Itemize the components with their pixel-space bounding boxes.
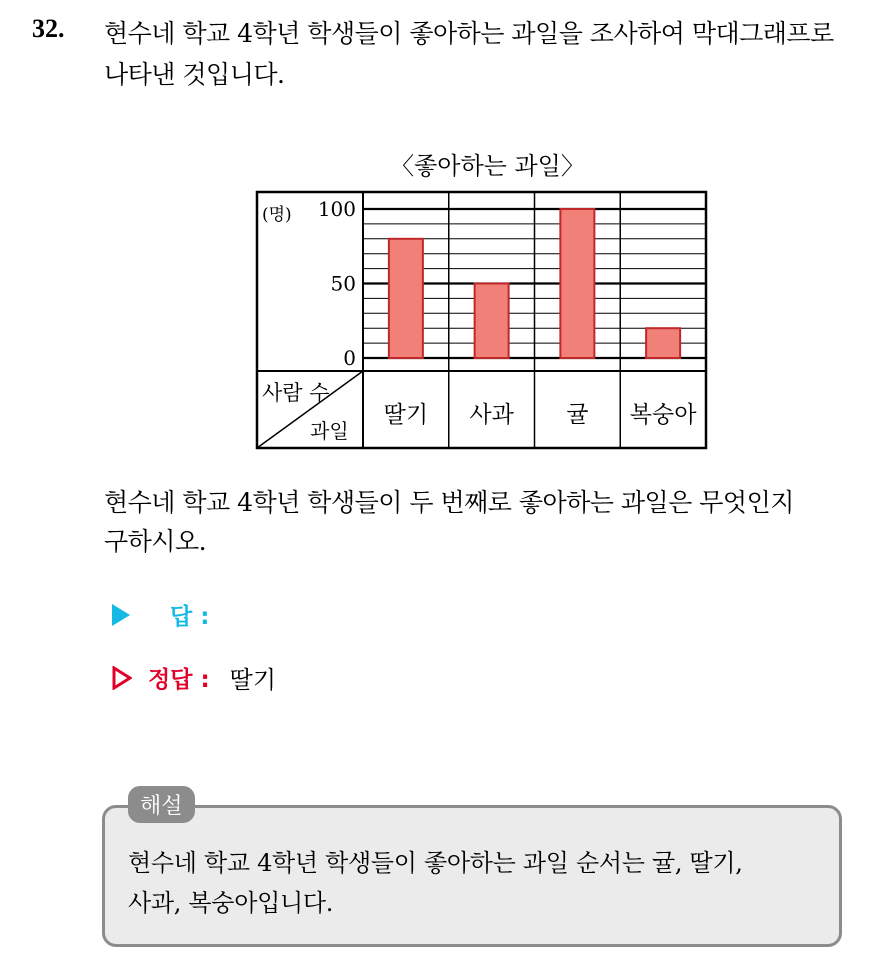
question-number: 32. [32, 14, 65, 43]
correct-answer-value: 딸기 [229, 666, 277, 694]
correct-answer-row [112, 660, 276, 695]
prompt-text-line1: 현수네 학교 4학년 학생들이 두 번째로 좋아하는 과일은 무엇인지 [104, 488, 794, 517]
bar-chart-svg [250, 148, 720, 458]
y-tick-label: 50 [330, 271, 356, 296]
outline-arrow-icon [112, 666, 132, 690]
play-arrow-icon [112, 604, 130, 626]
category-label: 딸기 [383, 402, 429, 428]
correct-answer-label: 정답 : [148, 667, 210, 693]
y-tick-label: 0 [343, 346, 356, 370]
bar-1 [389, 239, 423, 358]
answer-label: 답 : [170, 604, 210, 630]
category-label: 귤 [566, 402, 589, 428]
y-tick-label: 100 [317, 197, 356, 221]
explanation-line2: 사과, 복숭아입니다. [128, 889, 334, 917]
prompt-text-line2: 구하시오. [104, 527, 207, 556]
bar-3 [560, 209, 594, 358]
corner-label-fruit: 과일 [310, 419, 349, 443]
answer-row [112, 598, 209, 631]
bar-chart [250, 148, 720, 458]
question-text-line2: 나타낸 것입니다. [104, 60, 285, 89]
chart-title: 〈좋아하는 과일〉 [390, 152, 585, 180]
bar-4 [646, 328, 680, 358]
explanation-tab: 해설 [128, 786, 195, 823]
y-unit-label: (명) [262, 205, 292, 225]
category-label: 사과 [469, 402, 514, 428]
question-text-line1: 현수네 학교 4학년 학생들이 좋아하는 과일을 조사하여 막대그래프로 [104, 19, 834, 48]
explanation-line1: 현수네 학교 4학년 학생들이 좋아하는 과일 순서는 귤, 딸기, [128, 849, 743, 877]
corner-label-people: 사람 수 [262, 381, 330, 405]
category-label: 복숭아 [629, 402, 697, 428]
bar-2 [475, 284, 509, 359]
